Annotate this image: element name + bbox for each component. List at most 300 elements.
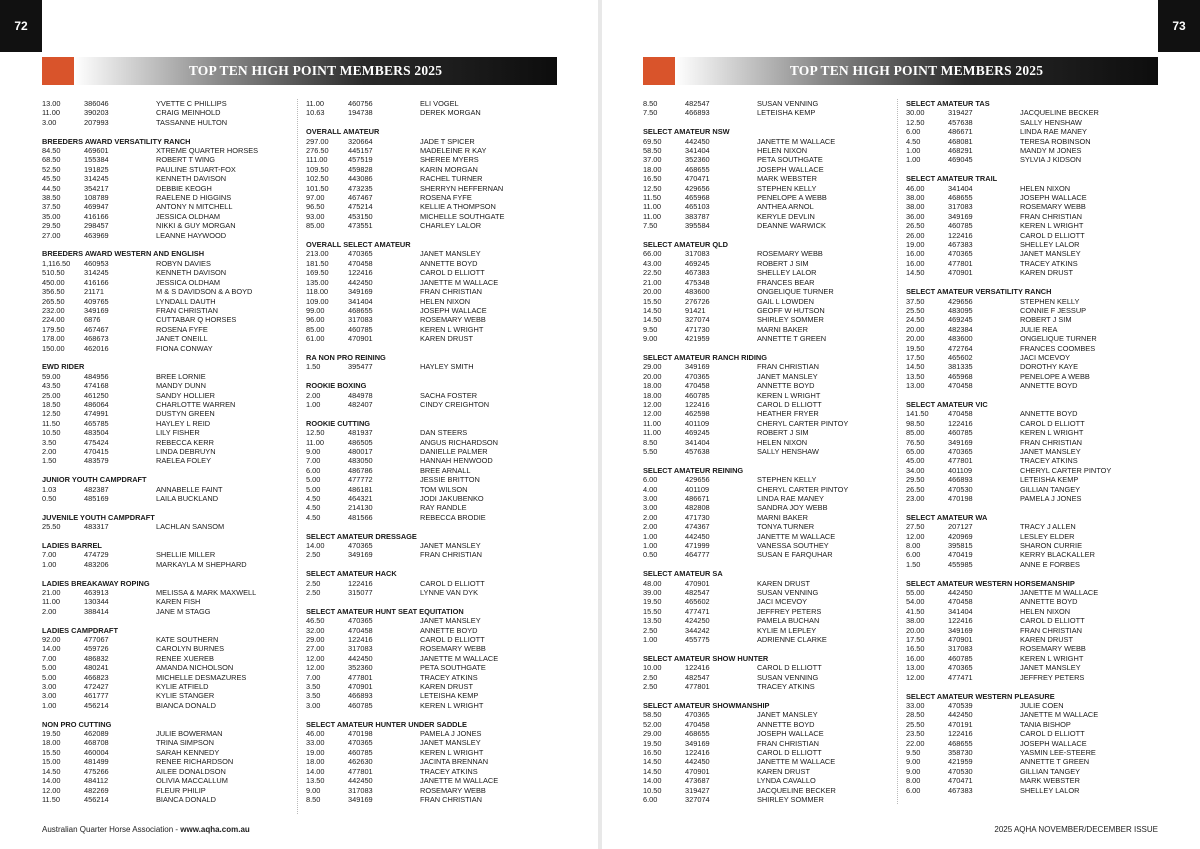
member-number: 469245 [948,315,973,325]
member-name: JACQUELINE BECKER [757,785,836,795]
member-number: 461250 [84,390,109,400]
member-number: 456214 [84,700,109,710]
member-name: JULIE COEN [1020,700,1064,710]
section-title: RA NON PRO REINING [306,352,386,362]
points: 29.00 [643,362,662,372]
result-row [42,155,294,164]
member-name: ROSEMARY WEBB [1020,202,1086,212]
results-column-left-1 [42,99,294,814]
result-row [906,616,1166,625]
member-name: MICHELLE SOUTHGATE [420,211,505,221]
member-number: 462598 [685,409,710,419]
member-number: 470901 [348,334,373,344]
member-name: SANDY HOLLIER [156,390,216,400]
member-name: DAN STEERS [420,428,468,438]
points: 1.00 [906,146,921,156]
member-number: 442450 [948,588,973,598]
member-number: 469245 [685,428,710,438]
result-row [643,739,865,748]
points: 2.00 [643,512,658,522]
points: 12.50 [643,183,662,193]
result-row [42,560,294,569]
section-title: LADIES BREAKAWAY ROPING [42,578,150,588]
member-name: ROSEMARY WEBB [420,785,486,795]
points: 14.00 [306,541,325,550]
member-number: 462016 [84,343,109,353]
result-row [306,729,565,738]
member-name: MADELEINE R KAY [420,146,487,156]
member-name: JANET MANSLEY [1020,249,1081,259]
result-row [643,381,865,390]
member-name: SUSAN VENNING [757,99,819,108]
member-number: 477801 [348,766,373,776]
member-number: 486832 [84,653,109,663]
points: 15.50 [643,606,662,616]
member-number: 468081 [948,136,973,146]
member-number: 483600 [685,287,710,297]
member-name: MARK WEBSTER [1020,776,1080,786]
member-number: 298457 [84,221,109,231]
member-name: ANNETTE BOYD [757,719,815,729]
points: 18.00 [643,381,662,391]
points: 1.00 [306,399,321,409]
member-number: 409765 [84,296,109,306]
member-name: KYLIE M LEPLEY [757,625,817,635]
member-name: YASMIN LEE-STEERE [1020,747,1096,757]
member-name: STEPHEN KELLY [1020,296,1080,306]
result-row [906,466,1166,475]
member-number: 416166 [84,277,109,287]
member-number: 460785 [948,221,973,231]
results-section [643,569,865,644]
member-name: TRACEY ATKINS [420,766,478,776]
member-number: 470191 [948,719,973,729]
section-title: SELECT AMATEUR VERSATILITY RANCH [906,287,1052,297]
results-section [643,127,865,230]
result-row [306,362,565,371]
result-row [306,334,565,343]
result-row [306,691,565,700]
result-row [906,748,1166,757]
member-number: 470471 [685,174,710,184]
member-number: 352360 [348,663,373,673]
results-section [643,466,865,560]
member-name: MELISSA & MARK MAXWELL [156,588,257,598]
member-name: JANETTE M WALLACE [420,653,499,663]
points: 12.00 [42,785,61,795]
points: 6.00 [906,785,921,795]
result-row [643,541,865,550]
member-name: PAMELA J JONES [1020,494,1082,504]
results-section [306,532,565,560]
member-number: 349169 [84,305,109,315]
results-column-right-2 [897,99,1166,804]
points: 11.50 [643,193,661,203]
result-row [42,325,294,334]
points: 19.00 [306,747,325,757]
points: 7.00 [42,653,57,663]
result-row [42,748,294,757]
footer-website-link[interactable]: www.aqha.com.au [180,825,250,834]
member-number: 460785 [348,700,373,710]
member-number: 486064 [84,399,109,409]
member-number: 481566 [348,512,373,522]
result-row [906,720,1166,729]
member-name: MANDY DUNN [156,381,206,391]
points: 43.50 [42,381,61,391]
member-name: JANET MANSLEY [1020,446,1081,456]
result-row [643,673,865,682]
member-name: HELEN NIXON [420,296,471,306]
member-number: 477471 [685,606,710,616]
member-number: 465968 [685,193,710,203]
points: 11.00 [42,108,60,118]
points: 1.50 [906,559,921,569]
result-row [306,184,565,193]
member-name: TANIA BISHOP [1020,719,1071,729]
member-name: FRAN CHRISTIAN [1020,211,1083,221]
member-name: ROSENA FYFE [156,324,208,334]
member-name: CINDY CREIGHTON [420,399,490,409]
member-name: CHARLEY LALOR [420,221,482,231]
result-row [643,485,865,494]
points: 109.50 [306,164,329,174]
result-row [643,391,865,400]
result-row [906,344,1166,353]
result-row [906,231,1166,240]
member-name: ROBERT T WING [156,155,215,165]
points: 18.00 [306,757,325,767]
points: 2.50 [643,625,658,635]
member-name: DANIELLE PALMER [420,446,488,456]
result-row [906,306,1166,315]
result-row [643,532,865,541]
member-name: LINDA DEBRUYN [156,446,216,456]
points: 36.00 [906,211,925,221]
points: 29.00 [306,635,325,645]
result-row [306,635,565,644]
member-name: JANET MANSLEY [757,371,818,381]
member-name: JOSEPH WALLACE [1020,193,1087,203]
result-row [643,221,865,230]
points: 14.50 [906,268,925,278]
points: 19.50 [42,729,61,739]
member-number: 442450 [685,757,710,767]
member-number: 457519 [348,155,373,165]
member-name: JANETTE M WALLACE [420,277,499,287]
member-number: 483095 [948,305,973,315]
points: 179.50 [42,324,65,334]
member-number: 463913 [84,588,109,598]
member-number: 466823 [84,672,109,682]
result-row [42,654,294,663]
member-number: 470458 [348,625,373,635]
member-number: 191825 [84,164,109,174]
member-name: MARK WEBSTER [757,174,817,184]
member-number: 467383 [948,240,973,250]
points: 11.00 [306,99,324,108]
result-row [906,249,1166,258]
member-number: 320664 [348,136,373,146]
result-row [643,306,865,315]
section-title: SELECT AMATEUR SHOWMANSHIP [643,700,770,710]
member-name: M & S DAVIDSON & A BOYD [156,287,253,297]
result-row [42,278,294,287]
member-number: 319427 [685,785,710,795]
member-number: 468673 [84,334,109,344]
result-row [906,541,1166,550]
points: 14.00 [306,766,325,776]
result-row [906,456,1166,465]
member-name: OLIVIA MACCALLUM [156,776,228,786]
member-number: 349169 [348,287,373,297]
points: 66.00 [643,249,662,259]
member-number: 317083 [948,644,973,654]
result-row [906,193,1166,202]
member-number: 467383 [948,785,973,795]
points: 1,116.50 [42,258,71,268]
points: 4.50 [306,512,321,522]
result-row [906,372,1166,381]
member-name: ONGELIQUE TURNER [757,287,834,297]
member-name: JOSEPH WALLACE [757,164,824,174]
member-name: KEREN L WRIGHT [1020,428,1084,438]
member-number: 457638 [685,446,710,456]
result-row [42,99,294,108]
member-number: 349169 [348,794,373,804]
section-title: BREEDERS AWARD WESTERN AND ENGLISH [42,249,205,259]
member-name: HANNAH HENWOOD [420,456,493,466]
member-number: 401109 [685,418,710,428]
section-title: SELECT AMATEUR NSW [643,127,730,137]
result-row [643,184,865,193]
member-number: 122416 [348,578,373,588]
result-row [643,297,865,306]
points: 13.00 [906,663,925,673]
result-row [42,202,294,211]
member-name: HELEN NIXON [757,437,808,447]
points: 13.50 [306,776,325,786]
member-name: FRAN CHRISTIAN [420,287,483,297]
points: 12.00 [643,399,662,409]
points: 2.50 [306,578,321,588]
result-row [42,259,294,268]
member-name: SHERRYN HEFFERNAN [420,183,504,193]
result-row [906,409,1166,418]
member-name: GEOFF W HUTSON [757,305,825,315]
member-number: 122416 [685,663,710,673]
result-row [643,475,865,484]
result-row [906,108,1166,117]
points: 16.00 [906,249,925,259]
result-row [906,127,1166,136]
member-name: NIKKI & GUY MORGAN [156,221,236,231]
points: 14.50 [906,362,925,372]
member-name: ANNETTE T GREEN [757,334,827,344]
member-name: ROBERT J SIM [1020,315,1072,325]
result-row [42,438,294,447]
result-row [306,315,565,324]
result-row [42,607,294,616]
member-name: FRAN CHRISTIAN [757,362,820,372]
member-number: 21171 [84,287,105,297]
result-row [306,738,565,747]
member-name: LESLEY ELDER [1020,531,1075,541]
points: 85.00 [906,428,925,438]
member-name: SHARON CURRIE [1020,541,1083,551]
member-name: ANTHEA ARNOL [757,202,814,212]
section-title: SELECT AMATEUR TRAIL [906,174,998,184]
member-name: CAROL D ELLIOTT [757,663,822,673]
member-number: 464777 [685,550,710,560]
points: 27.00 [42,230,61,240]
points: 3.00 [42,691,57,701]
points: 20.00 [906,334,925,344]
points: 1.50 [42,456,57,466]
result-row [643,259,865,268]
member-number: 464321 [348,493,373,503]
points: 26.00 [906,230,925,240]
results-section [306,720,565,805]
member-name: SHELLEY LALOR [1020,785,1080,795]
result-row [906,494,1166,503]
result-row [643,795,865,804]
member-number: 341404 [685,437,710,447]
member-number: 468655 [685,164,710,174]
member-number: 349169 [685,738,710,748]
points: 25.50 [42,522,61,532]
member-name: LINDA RAE MANEY [757,494,824,503]
results-section [306,353,565,372]
points: 37.50 [906,296,925,306]
result-row [42,231,294,240]
points: 8.00 [906,776,921,786]
member-name: PAULINE STUART-FOX [156,164,236,174]
member-number: 463969 [84,230,109,240]
points: 12.50 [906,117,925,127]
points: 4.50 [306,503,321,513]
result-row [306,579,565,588]
member-number: 477801 [948,456,973,466]
result-row [306,654,565,663]
member-name: MANDY M JONES [1020,146,1082,156]
points: 102.50 [306,174,329,184]
result-row [906,522,1166,531]
member-name: DOROTHY KAYE [1020,362,1079,372]
member-number: 460756 [348,99,373,108]
member-number: 470458 [685,381,710,391]
result-row [306,108,565,117]
member-name: TOM WILSON [420,484,468,494]
member-name: RENEE XUEREB [156,653,214,663]
result-row [643,165,865,174]
result-row [643,438,865,447]
page-number-left: 72 [0,0,42,52]
points: 3.00 [42,117,57,127]
result-row [906,334,1166,343]
member-name: JOSEPH WALLACE [757,729,824,739]
member-name: TRACEY ATKINS [1020,258,1078,268]
member-number: 460785 [348,747,373,757]
section-title: JUNIOR YOUTH CAMPDRAFT [42,475,147,485]
member-name: FRAN CHRISTIAN [420,794,483,804]
member-number: 470198 [948,494,973,504]
member-name: ANNE E FORBES [1020,559,1080,569]
member-name: SALLY HENSHAW [757,446,819,456]
points: 9.50 [643,324,658,334]
result-row [643,99,865,108]
points: 18.00 [42,738,61,748]
member-number: 468708 [84,738,109,748]
member-name: KEREN L WRIGHT [420,747,484,757]
member-name: TRINA SIMPSON [156,738,214,748]
member-name: PETA SOUTHGATE [757,155,823,165]
points: 2.00 [306,390,321,400]
member-name: HAYLEY L REID [156,418,211,428]
section-title: EWD RIDER [42,362,85,372]
points: 32.00 [306,625,325,635]
result-row [643,146,865,155]
result-row [42,400,294,409]
result-row [306,428,565,437]
result-row [42,184,294,193]
result-row [42,391,294,400]
member-name: JADE T SPICER [420,136,475,146]
member-name: BREE LORNIE [156,371,206,381]
member-name: TASSANNE HULTON [156,117,228,127]
member-name: ANNETTE BOYD [1020,409,1078,419]
points: 38.50 [42,193,61,203]
member-name: AMANDA NICHOLSON [156,663,234,673]
result-row [643,503,865,512]
member-number: 470365 [948,663,973,673]
member-number: 453150 [348,211,373,221]
result-row [643,786,865,795]
points: 84.50 [42,146,61,156]
result-row [643,155,865,164]
result-row [643,494,865,503]
member-name: JANETTE M WALLACE [757,531,836,541]
results-section [42,475,294,503]
member-name: BIANCA DONALD [156,794,216,804]
banner-accent [42,57,74,85]
member-number: 455775 [685,635,710,645]
member-name: KAREN DRUST [420,334,473,344]
member-name: JANET MANSLEY [420,249,481,259]
points: 9.00 [906,757,921,767]
points: 181.50 [306,258,329,268]
points: 96.50 [306,202,325,212]
result-row [306,438,565,447]
result-row [42,165,294,174]
points: 10.63 [306,108,325,118]
points: 3.00 [643,503,658,513]
result-row [306,146,565,155]
result-row [42,588,294,597]
title-banner-left [42,57,557,85]
section-title: LADIES CAMPDRAFT [42,625,118,635]
member-number: 122416 [685,747,710,757]
member-number: 477772 [348,475,373,485]
points: 1.00 [643,635,658,645]
section-title: NON PRO CUTTING [42,719,112,729]
section-title: ROOKIE CUTTING [306,418,371,428]
points: 141.50 [906,409,929,419]
member-name: LETEISHA KEMP [1020,475,1079,485]
result-row [306,456,565,465]
results-section [643,701,865,804]
member-name: LACHLAN SANSOM [156,522,225,532]
